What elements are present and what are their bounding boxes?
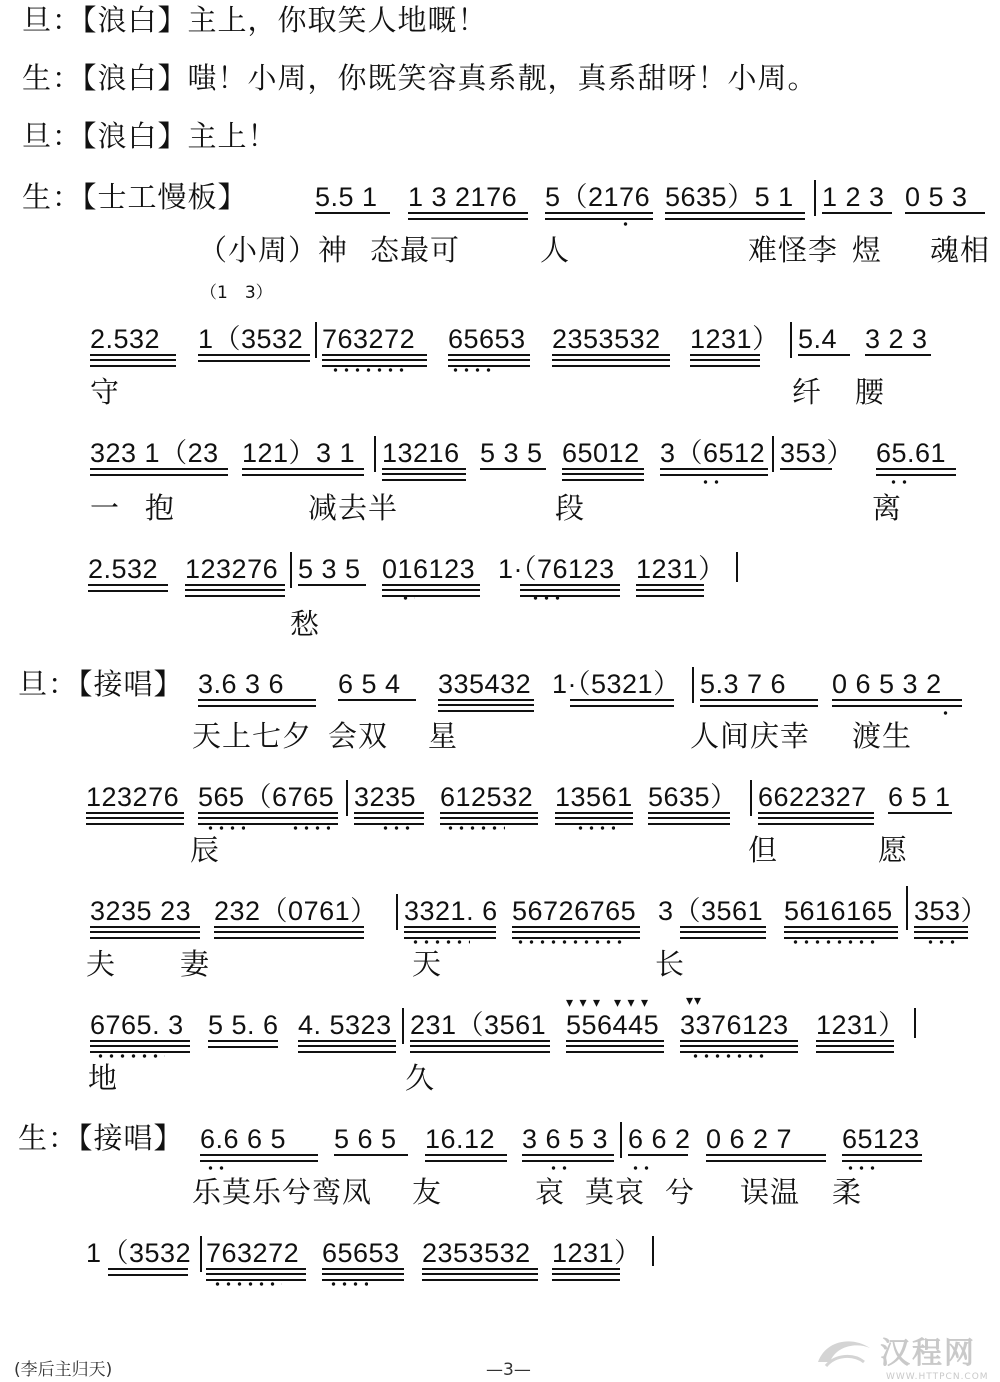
- score-note: 5635）: [648, 782, 738, 812]
- lyric: 天: [412, 947, 443, 981]
- beam-line: [354, 812, 424, 825]
- lyric: 莫哀: [585, 1175, 646, 1209]
- barline: [200, 1236, 202, 1272]
- watermark-url: WWW.HTTPCN.COM: [886, 1372, 989, 1382]
- score-note: 323 1（23: [90, 438, 219, 468]
- barline: [652, 1236, 654, 1266]
- beam-line: [552, 1268, 620, 1281]
- score-note: 3（3561: [658, 896, 764, 926]
- octave-dots: [205, 1166, 225, 1170]
- score-note: 5（2176: [545, 182, 651, 212]
- beam-line: [438, 699, 534, 712]
- beam-line: [522, 1154, 614, 1162]
- beam-line: [628, 1154, 688, 1156]
- score-note: 121）3 1: [242, 438, 356, 468]
- lyric: 段: [555, 491, 586, 525]
- score-note: 0 5 3: [905, 182, 968, 212]
- beam-line: [422, 1268, 538, 1281]
- section-label: 生：【士工慢板】: [22, 180, 248, 214]
- beam-line: [905, 212, 985, 214]
- score-note: 3 6 5 3: [522, 1124, 609, 1154]
- octave-dots: [212, 1282, 282, 1286]
- score-note: 65653: [448, 324, 526, 354]
- lyric: 友: [412, 1175, 443, 1209]
- octave-dots: [530, 596, 566, 600]
- lyric: 守: [90, 375, 121, 409]
- lyric: 煜: [852, 233, 883, 267]
- barline: [396, 894, 398, 930]
- beam-line: [680, 1040, 798, 1053]
- beam-line: [315, 212, 390, 214]
- score-note: 5 5. 6: [208, 1010, 279, 1040]
- score-note: 1231）: [552, 1238, 642, 1268]
- score-note: 763272: [322, 324, 416, 354]
- beam-line: [512, 926, 640, 939]
- beam-line: [298, 584, 366, 586]
- beam-line: [842, 1154, 922, 1162]
- beam-line: [298, 1040, 396, 1053]
- beam-line: [198, 699, 316, 707]
- score-note: 65012: [562, 438, 640, 468]
- beam-line: [88, 584, 168, 592]
- beam-line: [758, 812, 874, 825]
- lyric: 愿: [878, 833, 909, 867]
- score-note: 6.6 6 5: [200, 1124, 287, 1154]
- octave-dots: [630, 1166, 650, 1170]
- score-note: 763272: [206, 1238, 300, 1268]
- score-note: 0 6 5 3 2: [832, 669, 942, 699]
- beam-line: [338, 699, 416, 701]
- barline: [402, 1008, 404, 1044]
- score-note: 1（3532: [86, 1238, 192, 1268]
- octave-dots: [888, 480, 910, 484]
- lyric: 态最可: [370, 233, 461, 267]
- score-note: 3 2 3: [865, 324, 928, 354]
- beam-line: [816, 1040, 894, 1053]
- beam-line: [425, 1154, 507, 1162]
- barline: [814, 180, 816, 216]
- beam-line: [90, 468, 228, 476]
- score-note: 6 6 2: [628, 1124, 691, 1154]
- site-watermark-logo: [880, 1328, 989, 1382]
- score-note: 6622327: [758, 782, 867, 812]
- lyric: 纤: [792, 375, 823, 409]
- lyric: （小周）神: [198, 233, 349, 267]
- score-note: 3（6512: [660, 438, 766, 468]
- beam-line: [322, 1268, 404, 1281]
- beam-line: [570, 699, 674, 707]
- score-note: 65123: [842, 1124, 920, 1154]
- score-note: 13561: [555, 782, 633, 812]
- score-note: 231（3561: [410, 1010, 547, 1040]
- score-note: 2353532: [552, 324, 661, 354]
- beam-line: [566, 1040, 664, 1053]
- score-note: 3.6 3 6: [198, 669, 285, 699]
- beam-line: [784, 926, 898, 939]
- score-note: 13216: [382, 438, 460, 468]
- lyric: 人: [540, 233, 571, 267]
- score-note: 5 6 5: [334, 1124, 397, 1154]
- lyric: 离: [872, 491, 903, 525]
- score-note: 353）: [914, 896, 989, 926]
- barline: [346, 780, 348, 816]
- page-number: —3—: [486, 1360, 531, 1380]
- beam-line: [86, 812, 184, 825]
- beam-line: [865, 354, 931, 356]
- beam-line: [648, 812, 730, 825]
- octave-dots: [450, 368, 495, 372]
- score-note: 16.12: [425, 1124, 496, 1154]
- lyric: 哀: [535, 1175, 566, 1209]
- score-note: 556445: [566, 1010, 660, 1040]
- beam-line: [480, 468, 546, 470]
- beam-line: [185, 584, 285, 597]
- lyric: 渡生: [852, 719, 913, 753]
- score-note: 1231）: [816, 1010, 906, 1040]
- beam-line: [552, 354, 670, 367]
- lyric: 久: [405, 1061, 436, 1095]
- beam-line: [690, 354, 760, 367]
- barline: [750, 780, 752, 816]
- barline: [772, 436, 774, 472]
- octave-dots: [95, 1054, 165, 1058]
- beam-line: [888, 812, 952, 814]
- barline: [374, 436, 376, 472]
- score-note: 335432: [438, 669, 532, 699]
- dialogue-line-2: 生：【浪白】嗤！小周，你既笑容真系靓，真系甜呀！小周。: [22, 61, 818, 95]
- lyric: 人间庆幸: [690, 719, 811, 753]
- lyric: 柔: [832, 1175, 863, 1209]
- beam-line: [780, 468, 832, 470]
- lyric: 兮: [665, 1175, 696, 1209]
- lyric: 愁: [290, 607, 321, 641]
- beam-line: [90, 354, 176, 367]
- lyric: 减去半: [308, 491, 399, 525]
- beam-line: [706, 1154, 826, 1162]
- score-note: 3321. 6: [404, 896, 498, 926]
- lyric: 抱: [145, 491, 176, 525]
- beam-line: [545, 212, 653, 220]
- beam-line: [242, 468, 364, 476]
- beam-line: [90, 1040, 190, 1053]
- annotation: （1 3）: [200, 283, 273, 303]
- score-note: 3235 23: [90, 896, 192, 926]
- section-label: 旦：【接唱】: [18, 667, 184, 701]
- octave-dots: [925, 940, 955, 944]
- source-note: (李后主归天): [14, 1360, 113, 1380]
- beam-line: [914, 926, 968, 939]
- score-note: 6 5 1: [888, 782, 951, 812]
- beam-line: [555, 812, 633, 825]
- octave-dots: [690, 1054, 770, 1058]
- octave-dots: [515, 940, 625, 944]
- beam-line: [382, 468, 466, 481]
- barline: [315, 322, 317, 358]
- score-note: 2.532: [88, 554, 159, 584]
- octave-dots: [330, 368, 410, 372]
- score-note: 565（6765: [198, 782, 335, 812]
- score-note: 1231）: [690, 324, 780, 354]
- lyric: 难怪李: [748, 233, 839, 267]
- beam-line: [198, 354, 310, 362]
- beam-line: [700, 699, 818, 707]
- octave-dots: [445, 826, 505, 830]
- lyric: 会双: [328, 719, 389, 753]
- beam-line: [798, 354, 850, 356]
- score-note: 123276: [185, 554, 279, 584]
- lyric: 辰: [190, 833, 221, 867]
- score-note: 2.532: [90, 324, 161, 354]
- octave-dots: [380, 826, 410, 830]
- lyric: 乐莫乐兮鸾凤: [192, 1175, 373, 1209]
- score-note: 3376123: [680, 1010, 789, 1040]
- barline: [290, 552, 292, 588]
- barline: [914, 1008, 916, 1038]
- beam-line: [876, 468, 956, 476]
- octave-dots: [548, 1166, 568, 1170]
- octave-dots: [328, 1282, 368, 1286]
- beam-line: [200, 1154, 318, 1162]
- swirl-logo-icon: [812, 1332, 876, 1372]
- score-note: 2353532: [422, 1238, 531, 1268]
- score-note: 1231）: [636, 554, 726, 584]
- score-note: 5.3 7 6: [700, 669, 787, 699]
- lyric: 一: [90, 491, 121, 525]
- octave-dots: [290, 826, 330, 830]
- octave-dots: [205, 826, 245, 830]
- score-note: 65653: [322, 1238, 400, 1268]
- beam-line: [410, 1040, 550, 1053]
- score-note: 612532: [440, 782, 534, 812]
- beam-line: [660, 468, 768, 476]
- score-note: 5616165: [784, 896, 893, 926]
- lyric: 腰: [855, 375, 886, 409]
- beam-line: [198, 812, 338, 825]
- barline: [692, 667, 694, 703]
- beam-line: [832, 699, 962, 707]
- octave-dots: [575, 826, 615, 830]
- lyric: 但: [748, 833, 779, 867]
- score-note: 5 3 5: [480, 438, 543, 468]
- octave-dots: [400, 596, 415, 600]
- beam-line: [448, 354, 530, 367]
- lyric: 地: [88, 1061, 119, 1095]
- octave-dots: [940, 711, 952, 715]
- octave-dots: [620, 222, 634, 226]
- beam-line: [322, 354, 427, 367]
- beam-line: [206, 1268, 306, 1281]
- score-note: 3235: [354, 782, 417, 812]
- beam-line: [382, 584, 480, 597]
- watermark-name: 汉程网: [880, 1336, 976, 1371]
- beam-line: [90, 926, 200, 939]
- section-label: 生：【接唱】: [18, 1121, 184, 1155]
- barline: [790, 322, 792, 358]
- accent-marks: ▾ ▾ ▾: [566, 995, 601, 1011]
- score-note: 232（0761）: [214, 896, 378, 926]
- beam-line: [334, 1154, 408, 1156]
- score-note: 6 5 4: [338, 669, 401, 699]
- lyric: 星: [428, 719, 459, 753]
- octave-dots: [845, 1166, 875, 1170]
- score-note: 4. 5323: [298, 1010, 392, 1040]
- score-note: 56726765: [512, 896, 637, 926]
- barline: [620, 1122, 622, 1158]
- score-note: 6765. 3: [90, 1010, 184, 1040]
- octave-dots: [700, 480, 722, 484]
- score-note: 016123: [382, 554, 476, 584]
- dialogue-line-3: 旦：【浪白】主上！: [22, 119, 278, 153]
- score-note: 1 2 3: [822, 182, 885, 212]
- beam-line: [408, 212, 528, 220]
- barline: [906, 886, 908, 930]
- score-note: 1 3 2176: [408, 182, 518, 212]
- accent-marks: ▾▾: [686, 993, 703, 1009]
- dialogue-line-1: 旦：【浪白】主上，你取笑人地嘅！: [22, 3, 488, 37]
- beam-line: [822, 212, 892, 214]
- score-note: 5.4: [798, 324, 838, 354]
- lyric: 魂相: [930, 233, 991, 267]
- score-note: 1（3532: [198, 324, 304, 354]
- beam-line: [680, 926, 766, 939]
- score-note: 1·（5321）: [552, 669, 681, 699]
- beam-line: [636, 584, 704, 597]
- beam-line: [214, 926, 364, 939]
- beam-line: [440, 812, 538, 825]
- beam-line: [208, 1040, 278, 1048]
- lyric: 天上七夕: [192, 719, 313, 753]
- score-note: 5635）5 1: [665, 182, 794, 212]
- score-note: 5 3 5: [298, 554, 361, 584]
- beam-line: [665, 212, 805, 220]
- beam-line: [404, 926, 496, 939]
- score-note: 123276: [86, 782, 180, 812]
- score-note: 1·（76123: [498, 554, 615, 584]
- lyric: 妻: [180, 947, 211, 981]
- lyric: 夫: [86, 947, 117, 981]
- score-note: 0 6 2 7: [706, 1124, 793, 1154]
- score-note: 65.61: [876, 438, 947, 468]
- lyric: 误温: [740, 1175, 801, 1209]
- octave-dots: [410, 940, 470, 944]
- barline: [736, 552, 738, 582]
- beam-line: [108, 1268, 188, 1276]
- score-note: 353）: [780, 438, 855, 468]
- accent-marks: ▾ ▾ ▾: [614, 995, 649, 1011]
- beam-line: [562, 468, 644, 481]
- score-note: 5.5 1: [315, 182, 378, 212]
- lyric: 长: [655, 947, 686, 981]
- octave-dots: [790, 940, 880, 944]
